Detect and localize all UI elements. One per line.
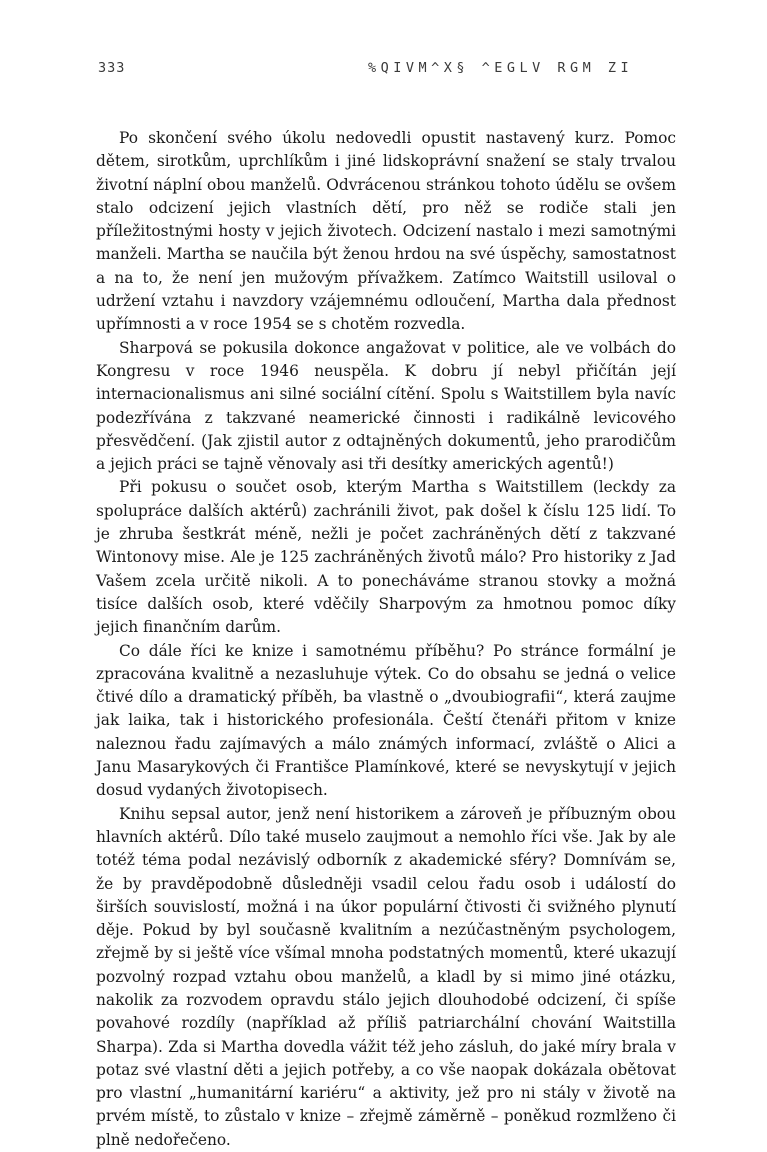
paragraph: Co dále říci ke knize i samotnému příběhu? Po stránce formální je zpracována kvalitně a nezasluhuje výtek. Co do obsahu se jedná o velice čtivé dílo a dramatický příběh, ba vlastně o „dvoubiografii“, která zaujme jak laika, tak i historického profesionála. Čeští čtenáři přitom v knize naleznou řadu zajímavých a málo známých informací, zvláště o Alici a Janu Masarykových či Františce Plamínkové, které se nevyskytují v jejich dosud vydaných životopisech. [96, 641, 676, 800]
paragraph: Po skončení svého úkolu nedovedli opustit nastavený kurz. Pomoc dětem, sirotkům, uprchlíkům i jiné lidskoprávní snažení se staly trvalou životní náplní obou manželů. Odvrácenou stránkou tohoto údělu se ovšem stalo odcizení jejich vlastních dětí, pro něž se rodiče stali jen příležitostnými hosty v jejich životech. Odcizení nastalo i mezi samotnými manželi. Martha se naučila být ženou hrdou na své úspěchy, samostatnost a na to, že není jen mužovým přívažkem. Zatímco Waitstill usiloval o udržení vztahu i navzdory vzájemnému odloučení, Martha dala přednost upřímnosti a v roce 1954 se s chotěm rozvedla. [96, 129, 676, 334]
running-title: %QIVM^X§ ^EGLV RGM ZI [368, 60, 634, 76]
paragraph: Sharpová se pokusila dokonce angažovat v politice, ale ve volbách do Kongresu v roce 1946 neuspěla. K dobru jí nebyl přičítán její internacionalismus ani silné sociální cítění. Spolu s Waitstillem byla navíc podezřívána z takzvané neamerické činnosti i radikálně levicového přesvědčení. (Jak zjistil autor z odtajněných dokumentů, jeho prarodičům a jejich práci se tajně věnovaly asi tři desítky amerických agentů!) [96, 338, 676, 474]
paragraph: Knihu sepsal autor, jenž není historikem a zároveň je příbuzným obou hlavních aktérů. Dílo také muselo zaujmout a nemohlo říci vše. Jak by ale totéž téma podal nezávislý odborník z akademické sféry? Domnívám se, že by pravděpodobně důsledněji vsadil celou řadu osob i událostí do širších souvislostí, možná i na úkor populární čtivosti či svižného plynutí děje. Pokud by byl současně kvalitním a nezúčastněným psychologem, zřejmě by si ještě více všímal mnoha podstatných momentů, které ukazují pozvolný rozpad vztahu obou manželů, a kladl by si mimo jiné otázku, nakolik za rozvodem opravdu stálo jejich dlouhodobé odcizení, či spíše povahové rozdíly (například až příliš patriarchální chování Waitstilla Sharpa). Zda si Martha dovedla vážit též jeho zásluh, do jaké míry brala v potaz své vlastní děti a jejich potřeby, a co vše naopak dokázala obětovat pro vlastní „humanitární kariéru“ a aktivity, jež pro ni stály v životě na prvém místě, to zůstalo v knize – zřejmě záměrně – poněkud rozmlženo či plně nedořečeno. [96, 804, 676, 1149]
body-text [96, 127, 676, 1152]
paragraph: Při pokusu o součet osob, kterým Martha s Waitstillem (leckdy za spolupráce dalších aktérů) zachránili život, pak došel k číslu 125 lidí. To je zhruba šestkrát méně, nežli je počet zachráněných dětí z takzvané Wintonovy mise. Ale je 125 zachráněných životů málo? Pro historiky z Jad Vašem zcela určitě nikoli. A to ponecháváme stranou stovky a možná tisíce dalších osob, které vděčily Sharpovým za hmotnou pomoc díky jejich finančním darům. [96, 478, 676, 637]
running-header [98, 60, 749, 80]
page-number: 333 [98, 60, 126, 76]
